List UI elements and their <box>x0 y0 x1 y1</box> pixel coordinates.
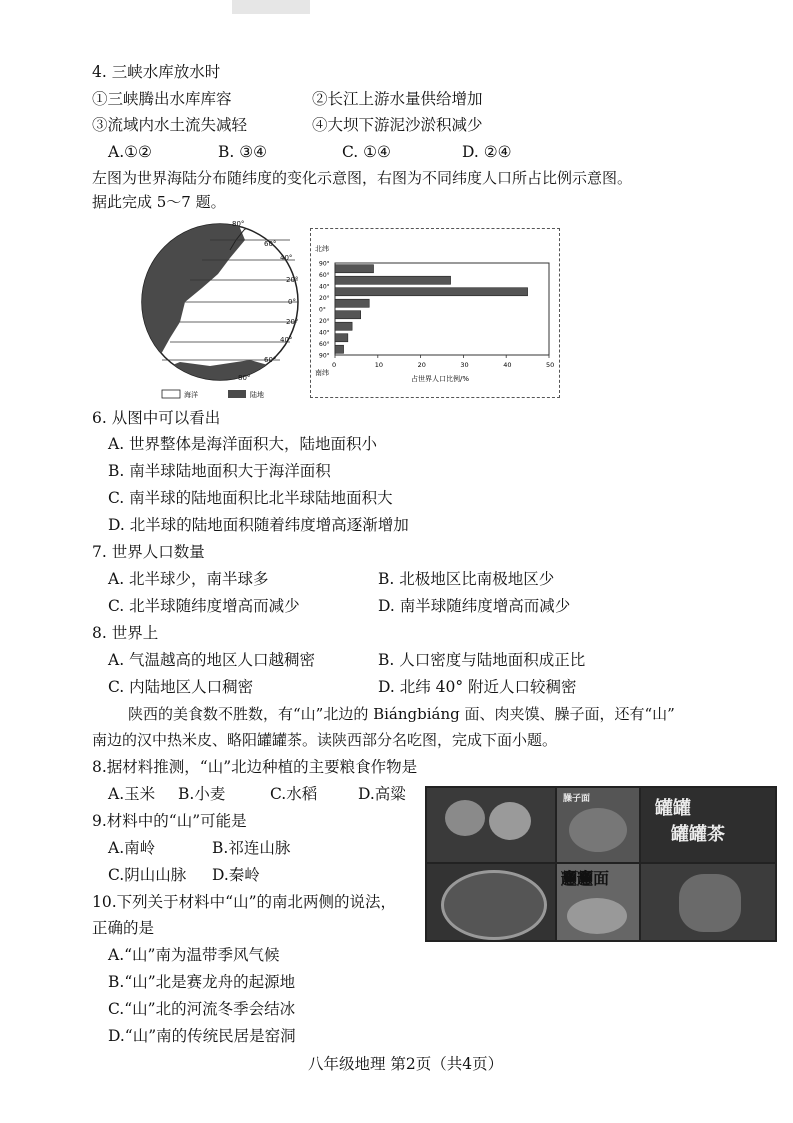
q6-option-d: D. 北半球的陆地面积随着纬度增高逐渐增加 <box>108 516 409 534</box>
land-ocean-figure <box>140 210 315 405</box>
xtick-label: 30 <box>460 361 469 369</box>
bar <box>335 288 528 296</box>
bar <box>335 276 451 284</box>
q4-item-2: ②长江上游水量供给增加 <box>312 90 483 108</box>
q4-option-d: D. ②④ <box>462 143 512 161</box>
photo-guanguan-tea <box>641 788 775 862</box>
photo-label-guanguan-b: 罐罐茶 <box>671 824 725 845</box>
q10-option-a: A.“山”南为温带季风气候 <box>108 946 280 964</box>
q8b-option-c: C.水稻 <box>270 785 318 803</box>
q4-option-b: B. ③④ <box>218 143 268 161</box>
photo-label-saozi: 臊子面 <box>563 794 591 804</box>
photo-saozi-noodles <box>557 788 639 862</box>
q4-option-a: A.①② <box>108 143 152 161</box>
lat-label-n40: 40° <box>280 254 293 262</box>
lat-label-n60: 60° <box>264 240 277 248</box>
legend-ocean-label: 海洋 <box>184 391 198 399</box>
q8a-option-a: A. 气温越高的地区人口越稠密 <box>108 651 316 669</box>
shaanxi-food-photo-collage <box>425 786 777 942</box>
q9-stem: 9.材料中的“山”可能是 <box>92 812 247 830</box>
lat-label-s40: 40° <box>280 336 293 344</box>
q8a-option-b: B. 人口密度与陆地面积成正比 <box>378 651 586 669</box>
q8a-option-d: D. 北纬 40° 附近人口较稠密 <box>378 678 577 696</box>
bar <box>335 265 374 273</box>
q8b-stem: 8.据材料推测，“山”北边种植的主要粮食作物是 <box>92 758 418 776</box>
q4-option-c: C. ①④ <box>342 143 391 161</box>
legend-ocean-swatch <box>162 390 180 398</box>
intro-shaanxi-line1: 陕西的美食数不胜数，有“山”北边的 Biángbiáng 面、肉夹馍、臊子面，还有“山” <box>128 705 675 723</box>
bar <box>335 311 361 319</box>
population-chart <box>310 228 560 398</box>
q10-option-d: D.“山”南的传统民居是窑洞 <box>108 1027 296 1045</box>
photo-label-biangbiang: 𰻞𰻞面 <box>561 869 610 888</box>
q7-option-d: D. 南半球随纬度增高而减少 <box>378 597 571 615</box>
ylabel-south: 南纬 <box>315 369 329 377</box>
xaxis-label: 占世界人口比例/% <box>411 375 470 383</box>
intro-shaanxi-line2: 南边的汉中热米皮、略阳罐罐茶。读陕西部分名吃图，完成下面小题。 <box>92 731 558 749</box>
q6-option-b: B. 南半球陆地面积大于海洋面积 <box>108 462 331 480</box>
xtick-label: 40 <box>503 361 512 369</box>
legend-land-label: 陆地 <box>250 391 264 399</box>
q10-stem-line1: 10.下列关于材料中“山”的南北两侧的说法， <box>92 893 396 911</box>
q7-option-a: A. 北半球少，南半球多 <box>108 570 269 588</box>
ylabel-north: 北纬 <box>315 245 329 253</box>
ytick-label: 40° <box>319 283 330 291</box>
photo-hot-rice-noodle <box>427 864 555 940</box>
xtick-label: 0 <box>332 361 337 369</box>
ytick-label: 60° <box>319 272 330 279</box>
q6-stem: 6. 从图中可以看出 <box>92 409 221 427</box>
legend-land-swatch <box>228 390 246 398</box>
q4-item-4: ④大坝下游泥沙淤积减少 <box>312 116 483 134</box>
bar <box>335 299 369 307</box>
xtick-label: 10 <box>374 361 384 369</box>
q4-stem: 4. 三峡水库放水时 <box>92 63 221 81</box>
page-footer: 八年级地理 第2页（共4页） <box>308 1055 504 1073</box>
q9-option-c: C.阴山山脉 <box>108 866 187 884</box>
ytick-label: 20° <box>319 318 330 325</box>
scan-mark <box>232 0 310 14</box>
q9-option-a: A.南岭 <box>108 839 156 857</box>
bar <box>335 322 352 330</box>
q10-option-c: C.“山”北的河流冬季会结冰 <box>108 1000 296 1018</box>
q7-option-b: B. 北极地区比南极地区少 <box>378 570 555 588</box>
q4-item-1: ①三峡腾出水库库容 <box>92 90 232 108</box>
lat-label-n20: 20° <box>286 276 299 284</box>
lat-label-n80: 80° <box>232 220 245 228</box>
q7-option-c: C. 北半球随纬度增高而减少 <box>108 597 300 615</box>
ytick-label: 60° <box>319 341 330 348</box>
ytick-label: 90° <box>319 260 330 268</box>
q9-option-b: B.祁连山脉 <box>212 839 291 857</box>
q8a-option-c: C. 内陆地区人口稠密 <box>108 678 254 696</box>
lat-label-s80: 80° <box>238 374 251 382</box>
photo-biangbiang-noodles <box>557 864 639 940</box>
population-chart-svg <box>311 229 559 397</box>
lat-label-0: 0° <box>288 298 296 306</box>
xtick-label: 50 <box>546 361 555 369</box>
ytick-label: 40° <box>319 329 330 337</box>
xtick-label: 20 <box>417 361 426 369</box>
lat-label-s60: 60° <box>264 356 277 364</box>
q8b-option-a: A.玉米 <box>108 785 156 803</box>
q7-stem: 7. 世界人口数量 <box>92 543 205 561</box>
intro-5-7-line1: 左图为世界海陆分布随纬度的变化示意图，右图为不同纬度人口所占比例示意图。 <box>92 169 633 187</box>
lat-label-s20: 20° <box>286 318 299 326</box>
q6-option-c: C. 南半球的陆地面积比北半球陆地面积大 <box>108 489 393 507</box>
ytick-label: 90° <box>319 352 330 360</box>
q8b-option-b: B.小麦 <box>178 785 226 803</box>
bar <box>335 345 344 353</box>
q8b-option-d: D.高粱 <box>358 785 406 803</box>
ytick-label: 20° <box>319 295 330 302</box>
photo-tea-pot <box>641 864 775 940</box>
q10-option-b: B.“山”北是赛龙舟的起源地 <box>108 973 296 991</box>
intro-5-7-line2: 据此完成 5～7 题。 <box>92 193 226 211</box>
q10-stem-line2: 正确的是 <box>92 919 155 937</box>
q4-item-3: ③流域内水土流失减轻 <box>92 116 248 134</box>
ytick-label: 0° <box>319 306 326 314</box>
q9-option-d: D.秦岭 <box>212 866 260 884</box>
q6-option-a: A. 世界整体是海洋面积大，陆地面积小 <box>108 435 378 453</box>
bar <box>335 334 348 342</box>
photo-label-guanguan-a: 罐罐 <box>655 798 691 819</box>
photo-roujiamo <box>427 788 555 862</box>
q8a-stem: 8. 世界上 <box>92 624 159 642</box>
